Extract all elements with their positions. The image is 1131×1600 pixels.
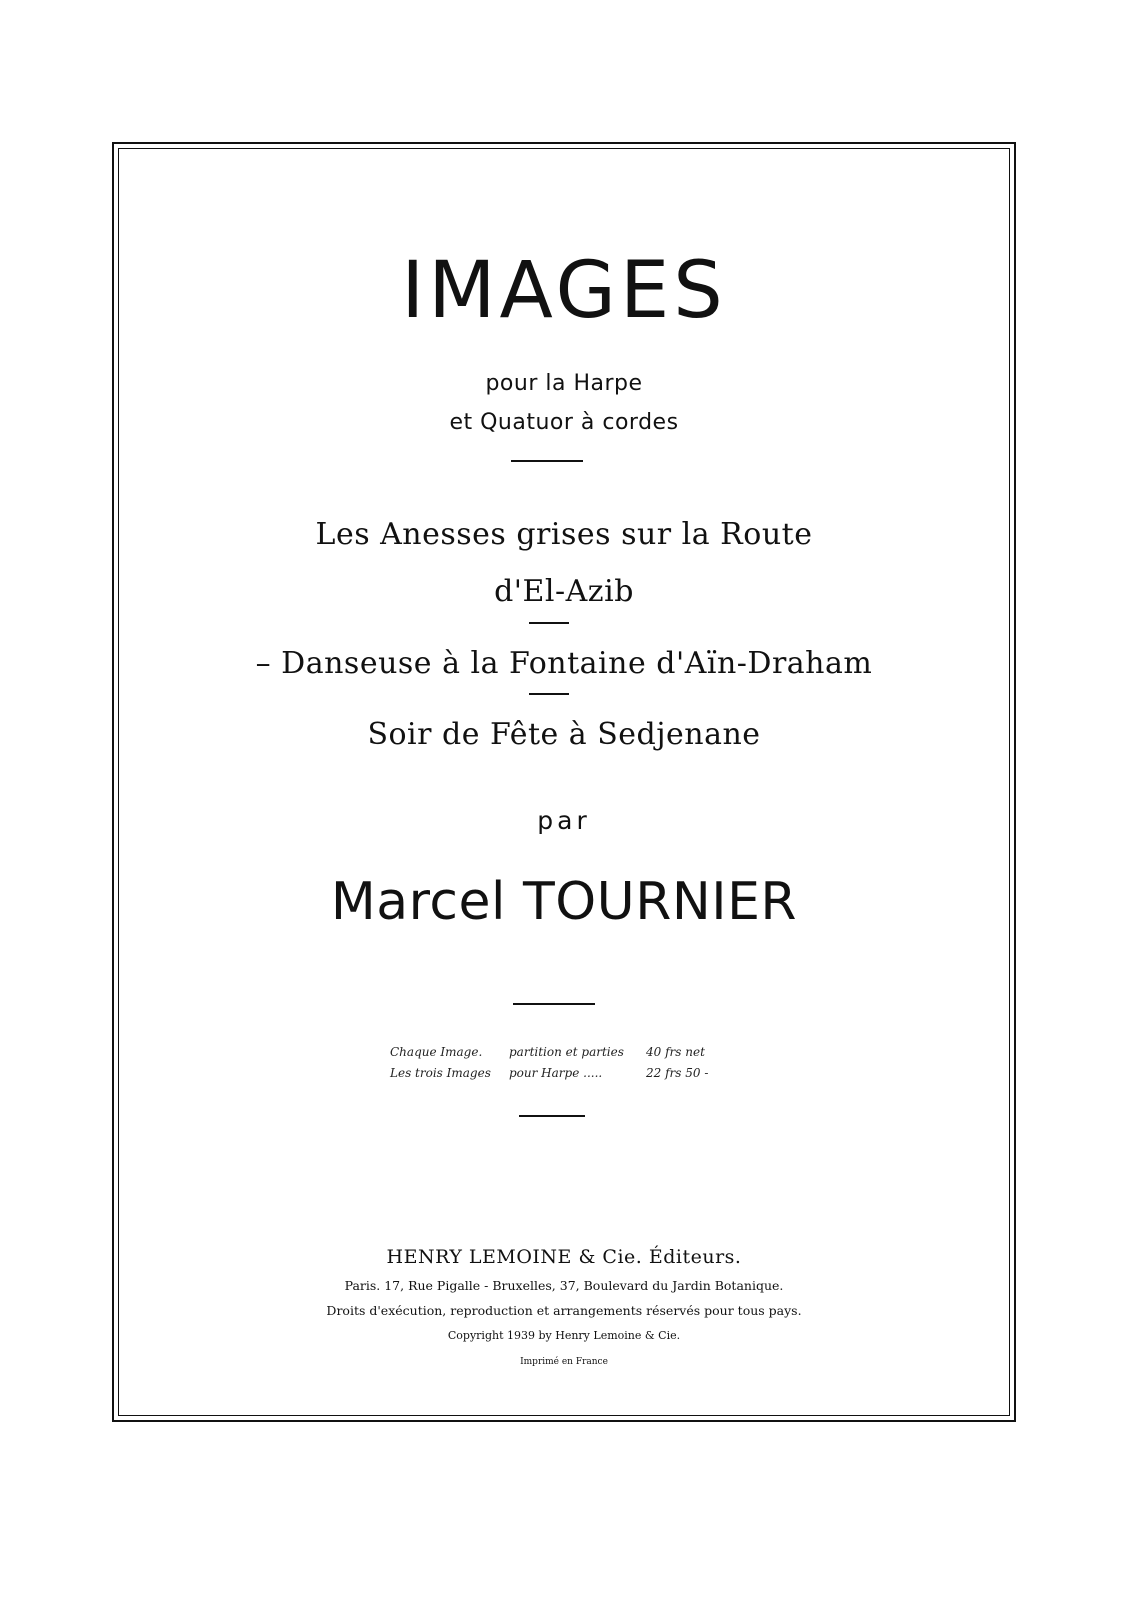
copyright-notice: Copyright 1939 by Henry Lemoine & Cie. <box>447 1329 681 1342</box>
divider-rule <box>511 460 583 462</box>
publisher-address: Paris. 17, Rue Pigalle - Bruxelles, 37, Boulevard du Jardin Botanique. <box>344 1278 784 1293</box>
divider-rule <box>529 622 569 624</box>
price-value: 22 frs 50 - <box>646 1066 709 1080</box>
work-title-1: Les Anesses grises sur la Route <box>315 517 813 552</box>
page-border-inner <box>118 148 1010 1416</box>
printed-in-notice: Imprimé en France <box>520 1357 608 1367</box>
price-label: Les trois Images <box>390 1066 491 1080</box>
price-item: pour Harpe ..... <box>509 1066 603 1080</box>
work-title-2: – Danseuse à la Fontaine d'Aïn-Draham <box>255 646 873 681</box>
price-label: Chaque Image. <box>390 1045 483 1059</box>
page-title: IMAGES <box>401 246 727 336</box>
divider-rule <box>529 693 569 695</box>
by-label: par <box>537 806 591 835</box>
publisher-name: HENRY LEMOINE & Cie. Éditeurs. <box>386 1246 742 1268</box>
subtitle-line-2: et Quatuor à cordes <box>449 410 679 435</box>
price-value: 40 frs net <box>646 1045 705 1059</box>
price-item: partition et parties <box>509 1045 624 1059</box>
work-title-1-continued: d'El-Azib <box>494 574 634 609</box>
work-title-3: Soir de Fête à Sedjenane <box>367 717 761 752</box>
rights-notice: Droits d'exécution, reproduction et arrangements réservés pour tous pays. <box>326 1303 802 1318</box>
divider-rule <box>513 1003 595 1005</box>
subtitle-line-1: pour la Harpe <box>485 371 643 396</box>
composer-name: Marcel TOURNIER <box>330 872 798 932</box>
divider-rule <box>519 1115 585 1117</box>
